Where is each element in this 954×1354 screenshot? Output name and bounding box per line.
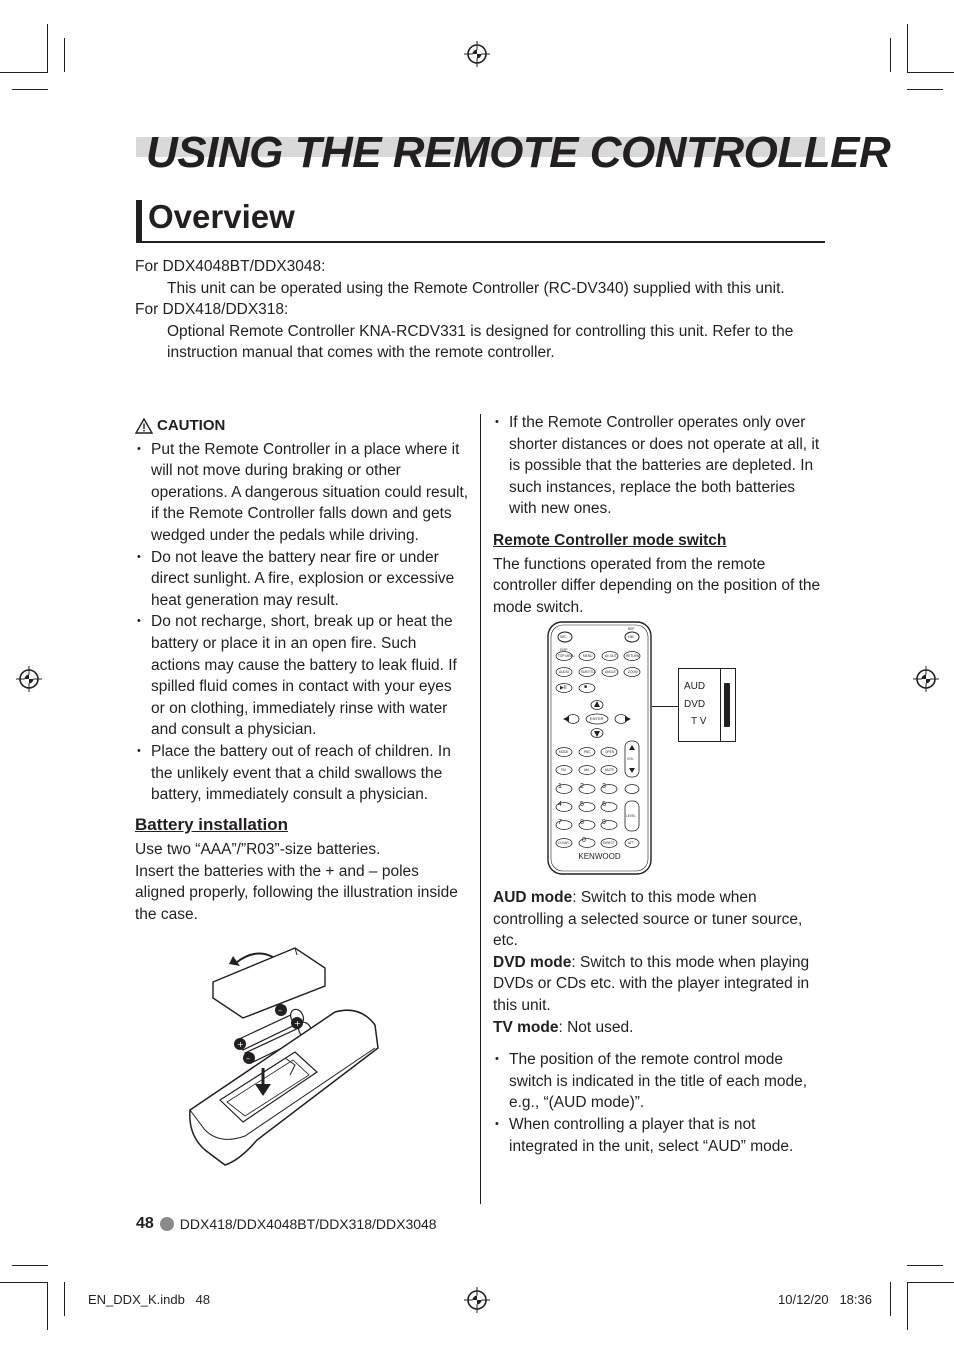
crop-mark (890, 38, 891, 72)
battery-text: Insert the batteries with the + and – poles aligned properly, following the illustration inside the case. (135, 862, 458, 924)
page-footer (136, 1215, 437, 1233)
remote-brand: KENWOOD (578, 852, 621, 861)
number-3-button[interactable]: 3 (602, 783, 606, 790)
return-button[interactable]: RETURN (626, 654, 640, 658)
crop-mark (64, 38, 65, 72)
registration-mark-icon (464, 1287, 490, 1313)
number-9-button[interactable]: 9 (602, 819, 606, 826)
registration-mark-icon (464, 41, 490, 67)
registration-mark-icon (16, 666, 42, 692)
level-button[interactable]: LEVEL (626, 814, 636, 818)
section-rule (136, 241, 825, 243)
mode-switch-knob (724, 683, 730, 727)
subtitle-button[interactable]: SUBTITLE (581, 670, 597, 674)
crop-mark (0, 72, 48, 73)
mode-switch-heading: Remote Controller mode switch (493, 531, 727, 549)
list-item: • When controlling a player that is not integrated in the unit, select “AUD” mode. (493, 1114, 825, 1157)
print-slug-left: EN_DDX_K.indb 48 (88, 1292, 211, 1307)
warning-triangle-icon (135, 418, 153, 434)
crop-mark (47, 24, 48, 72)
mode-switch-slider[interactable] (720, 669, 735, 741)
print-slug-right: 10/12/20 18:36 (778, 1292, 872, 1307)
switch-label-dvd: DVD (684, 699, 706, 710)
crop-mark (907, 1282, 954, 1283)
crop-mark (64, 1282, 65, 1316)
audio-button[interactable]: AUDIO (559, 670, 570, 674)
crop-mark (12, 89, 48, 90)
crop-mark (907, 89, 943, 90)
aud-mode-text (493, 887, 825, 952)
crop-mark (12, 1265, 48, 1266)
dvd-mode-label: DVD mode (493, 953, 572, 971)
crop-mark (47, 1282, 48, 1330)
src-button[interactable]: SRC (560, 635, 567, 639)
crop-mark (907, 24, 908, 72)
intro-line: For DDX418/DDX318: (135, 301, 289, 318)
intro-line: Optional Remote Controller KNA-RCDV331 is designed for controlling this unit. Refer to the instruction manual that comes with the remote controller. (167, 322, 794, 361)
section-marker (136, 200, 142, 242)
page-number: 48 (136, 1215, 154, 1232)
list-item: • Place the battery out of reach of children. In the unlikely event that a child swallows the battery, immediately consult a physician. (135, 741, 469, 806)
play-pause-button[interactable]: ▶II (560, 685, 567, 691)
dvd-mode-description: : Switch to this mode when playing DVDs or CDs etc. with the player integrated in this unit. (493, 953, 810, 1014)
svg-text:–: – (246, 1054, 250, 1063)
top-menu-button[interactable]: TOP MENU (558, 654, 575, 658)
list-item: • If the Remote Controller operates only over shorter distances or does not operate at all, it is possible that the batteries are depleted. In such instances, replace the both batteries with new ones. (493, 412, 825, 520)
switch-label-tv: T V (691, 716, 707, 727)
intro-line: This unit can be operated using the Remote Controller (RC-DV340) supplied with this unit. (167, 279, 785, 297)
tv-mode-description: : Not used. (558, 1018, 634, 1036)
list-item: • Do not recharge, short, break up or heat the battery or place it in an open fire. Such actions may cause the battery to leak fluid. If spilled fluid comes in contact with your eyes or on clothing, immediately rinse with water and consult a physician. (135, 611, 469, 741)
switch-label-aud: AUD (684, 681, 706, 692)
enter-button[interactable]: ENTER (590, 716, 604, 721)
right-column (493, 412, 825, 618)
number-7-button[interactable]: 7 (558, 819, 562, 826)
crop-mark (907, 1265, 943, 1266)
svg-text:+: + (237, 1040, 244, 1049)
callout-connector (652, 706, 678, 707)
open-button[interactable]: OPEN (605, 750, 615, 754)
tv-mode-label: TV mode (493, 1018, 559, 1036)
ulim-button[interactable]: I/IIB (628, 635, 634, 639)
caution-label: CAUTION (157, 417, 226, 434)
remote-controller-illustration (547, 621, 652, 876)
left-column (135, 415, 469, 926)
angle-button[interactable]: ANGLE (605, 670, 616, 674)
page-dot-icon (160, 1217, 174, 1231)
crop-mark (907, 1282, 908, 1330)
number-0-button[interactable]: 0 (582, 837, 586, 844)
section-heading: Overview (148, 198, 295, 235)
mode-switch-text: The functions operated from the remote controller differ depending on the position of the mode switch. (493, 555, 821, 616)
number-4-button[interactable]: 4 (558, 801, 562, 808)
registration-mark-icon (913, 666, 939, 692)
caution-heading (135, 415, 469, 437)
mute-button[interactable]: MUTE (605, 768, 615, 772)
clear-button[interactable]: CLEAR (558, 841, 569, 845)
crop-mark (0, 1282, 48, 1283)
intro-line: For DDX4048BT/DDX3048: (135, 258, 326, 275)
av-out-button[interactable]: AV OUT (605, 654, 617, 658)
mode-switch-callout (678, 668, 736, 742)
disp-button[interactable]: DISP (560, 648, 568, 652)
tv-mode-text (493, 1017, 825, 1039)
mode-descriptions (493, 887, 825, 1157)
svg-text:+: + (294, 1019, 301, 1028)
am-button[interactable]: AM (584, 768, 589, 772)
page-title: USING THE REMOTE CONTROLLER (146, 128, 891, 177)
stop-button[interactable]: ■ (584, 684, 588, 690)
mode-button[interactable]: MODE (559, 750, 569, 754)
pbc-button[interactable]: PBC (584, 750, 591, 754)
number-8-button[interactable]: 8 (580, 819, 584, 826)
aud-mode-description: : Switch to this mode when controlling a selected source or tuner source, etc. (493, 889, 803, 950)
list-item: • Do not leave the battery near fire or under direct sunlight. A fire, explosion or excessive heat generation may result. (135, 547, 469, 612)
rep-button[interactable]: REP (628, 627, 635, 631)
number-6-button[interactable]: 6 (602, 801, 606, 808)
battery-text: Use two “AAA”/”R03”-size batteries. (135, 841, 381, 859)
number-5-button[interactable]: 5 (580, 801, 584, 808)
number-2-button[interactable]: 2 (580, 783, 584, 790)
mode-notes-list (493, 1049, 825, 1157)
list-item: • Put the Remote Controller in a place where it will not move during braking or other operations. A dangerous situation could result, if the Remote Controller falls down and gets wedged under the pedals while driving. (135, 439, 469, 547)
aud-mode-label: AUD mode (493, 889, 573, 906)
battery-heading: Battery installation (135, 814, 289, 834)
caution-list (135, 439, 469, 806)
dvd-mode-text (493, 952, 825, 1017)
volume-button[interactable]: VOL (627, 757, 634, 761)
footer-models: DDX418/DDX4048BT/DDX318/DDX3048 (179, 1216, 437, 1232)
fm-button[interactable]: FM (561, 768, 566, 772)
list-item: • The position of the remote control mode switch is indicated in the title of each mode, e.g., “(AUD mode)”. (493, 1049, 825, 1114)
att-button[interactable]: ATT (628, 841, 634, 845)
crop-mark (890, 1282, 891, 1316)
battery-installation-illustration (185, 940, 385, 1175)
number-1-button[interactable]: 1 (558, 783, 562, 790)
battery-note-list (493, 412, 825, 520)
zoom-button[interactable]: ZOOM (628, 670, 638, 674)
crop-mark (907, 72, 954, 73)
menu-button[interactable]: MENU (583, 654, 593, 658)
svg-text:–: – (278, 1006, 282, 1015)
intro-text (135, 256, 825, 364)
column-divider (480, 414, 481, 1204)
direct-button[interactable]: DIRECT (603, 841, 615, 845)
